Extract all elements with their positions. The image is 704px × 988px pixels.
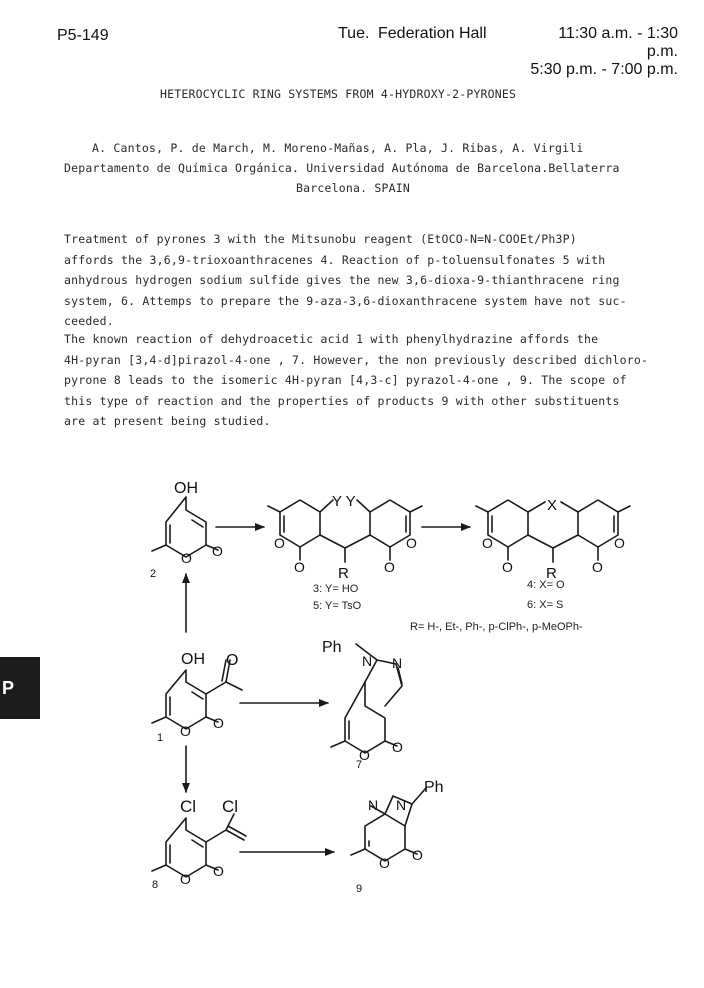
- ring-oxygen-label: O: [274, 535, 285, 551]
- compound-label-7: 7: [356, 759, 363, 771]
- structure-compound-3-5: [268, 493, 422, 582]
- session-time-2: 5:30 p.m. - 7:00 p.m.: [530, 61, 678, 78]
- affiliation: Departamento de Química Orgánica. Universidad Autónoma de Barcelona.Bellaterra: [64, 161, 620, 175]
- ring-oxygen-label: O: [180, 871, 191, 887]
- carbonyl-oxygen-label: O: [212, 543, 223, 559]
- paragraph-line: The known reaction of dehydroacetic acid 1 with phenylhydrazine affords the: [64, 332, 599, 346]
- structure-compound-7: [322, 639, 403, 771]
- r-group-label: R: [546, 565, 557, 582]
- structure-compound-9: [351, 779, 444, 895]
- carbonyl-oxygen-label: O: [213, 715, 224, 731]
- structure-compound-8: [152, 797, 246, 891]
- paragraph-line: Treatment of pyrones 3 with the Mitsunobu reagent (EtOCO-N=N-COOEt/Ph3P): [64, 232, 577, 246]
- carbonyl-oxygen-label: O: [392, 739, 403, 755]
- chloro-label: Cl: [222, 797, 239, 816]
- session-day: Tue.: [338, 25, 370, 42]
- carbonyl-oxygen-label: O: [294, 559, 305, 575]
- compound-label-3: 3: Y= HO: [313, 583, 359, 595]
- compound-label-8: 8: [152, 879, 159, 891]
- r-group-label: R: [338, 565, 349, 582]
- compound-label-1: 1: [157, 732, 164, 744]
- paragraph-line: ceeded.: [64, 314, 114, 328]
- ring-oxygen-label: O: [359, 747, 370, 763]
- paragraph-line: this type of reaction and the properties of products 9 with other substituents: [64, 393, 620, 408]
- r-groups-list: R= H-, Et-, Ph-, p-ClPh-, p-MeOPh-: [410, 621, 583, 633]
- session-hall: Federation Hall: [378, 25, 487, 42]
- phenyl-label: Ph: [424, 779, 444, 796]
- paragraph-line: pyrone 8 leads to the isomeric 4H-pyran [4,3-c] pyrazol-4-one , 9. The scope of: [64, 373, 627, 387]
- paragraph-line: system, 6. Attemps to prepare the 9-aza-3,6-dioxanthracene system have not suc-: [64, 293, 627, 308]
- compound-label-6: 6: X= S: [527, 599, 564, 611]
- session-time-1: 11:30 a.m. - 1:30 p.m.: [558, 25, 678, 60]
- hydroxyl-label: OH: [174, 480, 198, 497]
- x-group-label: X: [547, 497, 558, 514]
- ring-oxygen-label: O: [482, 535, 493, 551]
- nitrogen-label: N: [392, 655, 403, 671]
- y-groups-label: Y Y: [332, 493, 356, 510]
- ring-oxygen-label: O: [614, 535, 625, 551]
- ring-oxygen-label: O: [180, 723, 191, 739]
- nitrogen-label: N: [368, 797, 379, 813]
- affiliation-city: Barcelona. SPAIN: [296, 181, 410, 195]
- author-list: A. Cantos, P. de March, M. Moreno-Mañas, A. Pla, J. Ribas, A. Virgili: [92, 141, 584, 155]
- ring-oxygen-label: O: [406, 535, 417, 551]
- abstract-title: HETEROCYCLIC RING SYSTEMS FROM 4-HYDROXY-2-PYRONES: [160, 87, 517, 101]
- section-tab: P: [0, 657, 40, 719]
- paragraph-line: affords the 3,6,9-trioxoanthracenes 4. Reaction of p-toluensulfonates 5 with: [64, 252, 606, 267]
- phenyl-label: Ph: [322, 639, 342, 656]
- compound-label-9: 9: [356, 883, 363, 895]
- ring-oxygen-label: O: [379, 855, 390, 871]
- hydroxyl-label: OH: [181, 651, 205, 668]
- structure-compound-4-6: [476, 497, 630, 582]
- chloro-label: Cl: [180, 797, 197, 816]
- paragraph-line: anhydrous hydrogen sodium sulfide gives the new 3,6-dioxa-9-thianthracene ring: [64, 273, 620, 287]
- paragraph-line: are at present being studied.: [64, 414, 271, 428]
- carbonyl-oxygen-label: O: [502, 559, 513, 575]
- acetyl-oxygen-label: O: [226, 652, 239, 669]
- paragraph-line: 4H-pyran [3,4-d]pirazol-4-one , 7. However, the non previously described dichloro-: [64, 352, 649, 367]
- poster-code: P5-149: [57, 27, 109, 44]
- carbonyl-oxygen-label: O: [412, 847, 423, 863]
- nitrogen-label: N: [362, 653, 373, 669]
- carbonyl-oxygen-label: O: [213, 863, 224, 879]
- structure-compound-1: [152, 651, 242, 744]
- compound-label-5: 5: Y= TsO: [313, 600, 362, 612]
- compound-label-4: 4: X= O: [527, 579, 565, 591]
- compound-label-2: 2: [150, 568, 157, 580]
- structure-compound-2: [150, 480, 223, 580]
- ring-oxygen-label: O: [181, 550, 192, 566]
- nitrogen-label: N: [396, 797, 407, 813]
- carbonyl-oxygen-label: O: [592, 559, 603, 575]
- carbonyl-oxygen-label: O: [384, 559, 395, 575]
